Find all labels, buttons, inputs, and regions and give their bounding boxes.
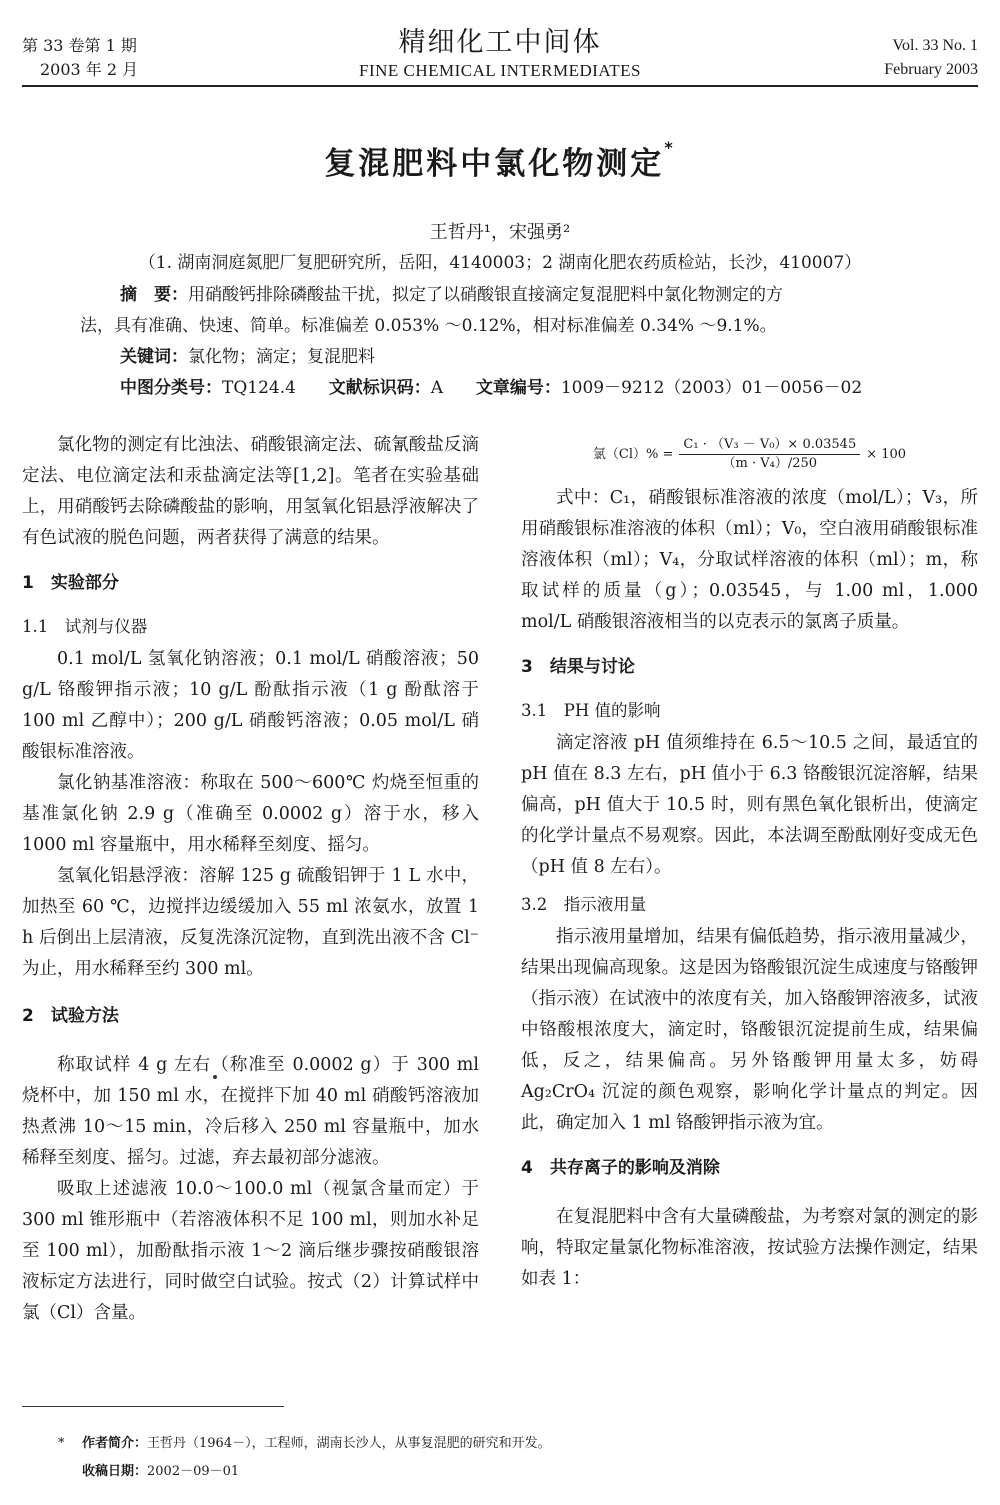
received-label: 收稿日期： — [82, 1464, 148, 1479]
formula-lhs: 氯（Cl）% = — [592, 446, 674, 462]
title-text: 复混肥料中氯化物测定 — [324, 146, 665, 182]
article-no-label: 文章编号： — [475, 378, 561, 398]
clc-value: TQ124.4 — [222, 378, 296, 398]
section-3-heading: 3 结果与讨论 — [521, 657, 635, 677]
chloride-formula — [521, 436, 978, 473]
formula-denominator: （m · V₄）/250 — [722, 456, 818, 471]
keywords-text: 氯化物；滴定；复混肥料 — [188, 347, 375, 367]
volume-cn: 第 33 卷第 1 期 — [22, 36, 137, 55]
doc-code-value: A — [430, 378, 444, 398]
authors: 王哲丹¹，宋强勇² — [429, 222, 571, 243]
section-1-1-heading: 1.1 试剂与仪器 — [22, 617, 148, 636]
abstract-line-1: 用硝酸钙排除磷酸盐干扰，拟定了以硝酸银直接滴定复混肥料中氯化物测定的方 — [188, 285, 783, 305]
ph-paragraph: 滴定溶液 pH 值须维持在 6.5～10.5 之间，最适宜的 pH 值在 8.3 左右，pH 值小于 6.3 铬酸银沉淀溶解，结果偏高，pH 值大于 10.5 时，则有黑色氧化银析出，使滴定的化学计量点不易观察。因此，本法调至酚酞刚好变成无色（pH 值 8 左右）。 — [521, 733, 978, 877]
author-bio-text: 王哲丹（1964－），工程师，湖南长沙人，从事复混肥的研究和开发。 — [147, 1436, 551, 1451]
header-rule — [22, 85, 978, 87]
clc-label: 中图分类号： — [120, 378, 222, 398]
doc-code-label: 文献标识码： — [328, 378, 431, 398]
abstract-label: 摘 要： — [120, 285, 188, 305]
scan-speck — [213, 1075, 217, 1079]
coexist-paragraph: 在复混肥料中含有大量磷酸盐，为考察对氯的测定的影响，特取定量氯化物标准溶液，按试验方法操作测定，结果如表 1： — [521, 1207, 978, 1289]
right-column — [521, 432, 978, 1295]
article-title — [0, 138, 1000, 183]
method-paragraph-2: 吸取上述滤液 10.0～100.0 ml（视氯含量而定）于 300 ml 锥形瓶中（若溶液体积不足 100 ml，则加水补足至 100 ml），加酚酞指示液 1～2 滴后继步骤按硝酸银溶液标定方法进行，同时做空白试验。按式（2）计算试样中氯（Cl）含量。 — [22, 1179, 479, 1323]
journal-name-en: FINE CHEMICAL INTERMEDIATES — [358, 61, 642, 80]
aloh-paragraph: 氢氧化铝悬浮液：溶解 125 g 硫酸铝钾于 1 L 水中，加热至 60 ℃，边搅拌边缓缓加入 55 ml 浓氨水，放置 1 h 后倒出上层清液，反复洗涤沉淀物，直到洗出液不含 Cl⁻ 为止，用水稀释至约 300 ml。 — [22, 866, 479, 979]
method-paragraph-1: 称取试样 4 g 左右（称准至 0.0002 g）于 300 ml 烧杯中，加 150 ml 水，在搅拌下加 40 ml 硝酸钙溶液加热煮沸 10～15 min，冷后移入 250 ml 容量瓶中，加水稀释至刻度、摇匀。过滤，弃去最初部分滤液。 — [22, 1055, 479, 1168]
section-4-heading: 4 共存离子的影响及消除 — [521, 1158, 720, 1178]
formula-numerator: C₁ · （V₃ － V₀）× 0.03545 — [679, 436, 860, 455]
article-no-value: 1009－9212（2003）01－0056－02 — [560, 378, 863, 398]
author-bio-label: 作者简介： — [82, 1436, 148, 1451]
abstract-line-2: 法，具有准确、快速、简单。标准偏差 0.053% ～0.12%，相对标准偏差 0.34% ～9.1%。 — [80, 316, 777, 336]
nacl-paragraph: 氯化钠基准溶液：称取在 500～600℃ 灼烧至恒重的基准氯化钠 2.9 g（准确至 0.0002 g）溶于水，移入 1000 ml 容量瓶中，用水稀释至刻度、摇匀。 — [22, 773, 479, 855]
abstract — [80, 280, 930, 342]
reagents-paragraph: 0.1 mol/L 氢氧化钠溶液；0.1 mol/L 硝酸溶液；50 g/L 铬酸钾指示液；10 g/L 酚酞指示液（1 g 酚酞溶于 100 ml 乙醇中）；200 g/L 硝酸钙溶液；0.05 mol/L 硝酸银标准溶液。 — [22, 649, 479, 762]
author-bio — [82, 1434, 551, 1454]
header-volume-issue-en — [884, 34, 978, 82]
date-en: February 2003 — [884, 61, 978, 78]
footnote-rule — [22, 1406, 284, 1407]
left-column — [22, 430, 479, 1329]
date-cn: 2003 年 2 月 — [40, 60, 139, 79]
affiliation: （1. 湖南洞庭氮肥厂复肥研究所，岳阳，4140003；2 湖南化肥农药质检站，长沙，410007） — [138, 253, 862, 273]
journal-name-cn: 精细化工中间体 — [398, 27, 602, 58]
received-text: 2002－09－01 — [147, 1464, 240, 1479]
keywords — [120, 342, 375, 367]
section-2-heading: 2 试验方法 — [22, 1006, 119, 1026]
indicator-paragraph: 指示液用量增加，结果有偏低趋势，指示液用量减少，结果出现偏高现象。这是因为铬酸银沉淀生成速度与铬酸钾（指示液）在试液中的浓度有关，加入铬酸钾溶液多，试液中铬酸根浓度大，滴定时，铬酸银沉淀提前生成，结果偏低，反之，结果偏高。另外铬酸钾用量太多，妨碍 Ag₂CrO₄ 沉淀的颜色观察，影响化学计量点的判定。因此，确定加入 1 ml 铬酸钾指示液为宜。 — [521, 927, 978, 1133]
volume-en: Vol. 33 No. 1 — [892, 37, 978, 54]
formula-tail: × 100 — [866, 446, 907, 462]
received-date — [82, 1462, 239, 1482]
footnote-marker: * — [58, 1436, 65, 1451]
title-footnote-mark: * — [664, 138, 676, 157]
formula-where-paragraph: 式中：C₁，硝酸银标准溶液的浓度（mol/L）；V₃，所用硝酸银标准溶液的体积（ml）；V₀，空白液用硝酸银标准溶液体积（ml）；V₄，分取试样溶液的体积（ml）；m，称取试样的质量（g）；0.03545，与 1.00 ml，1.000 mol/L 硝酸银溶液相当的以克表示的氯离子质量。 — [521, 488, 978, 632]
keywords-label: 关键词： — [120, 347, 188, 367]
formula-fraction — [679, 436, 860, 473]
section-3-2-heading: 3.2 指示液用量 — [521, 895, 647, 914]
section-1-heading: 1 实验部分 — [22, 573, 119, 593]
section-3-1-heading: 3.1 PH 值的影响 — [521, 701, 661, 720]
journal-name — [0, 26, 1000, 82]
classification — [120, 373, 862, 398]
intro-paragraph: 氯化物的测定有比浊法、硝酸银滴定法、硫氰酸盐反滴定法、电位滴定法和汞盐滴定法等[1,2]。笔者在实验基础上，用硝酸钙去除磷酸盐的影响，用氢氧化铝悬浮液解决了有色试液的脱色问题，两者获得了满意的结果。 — [22, 435, 479, 548]
